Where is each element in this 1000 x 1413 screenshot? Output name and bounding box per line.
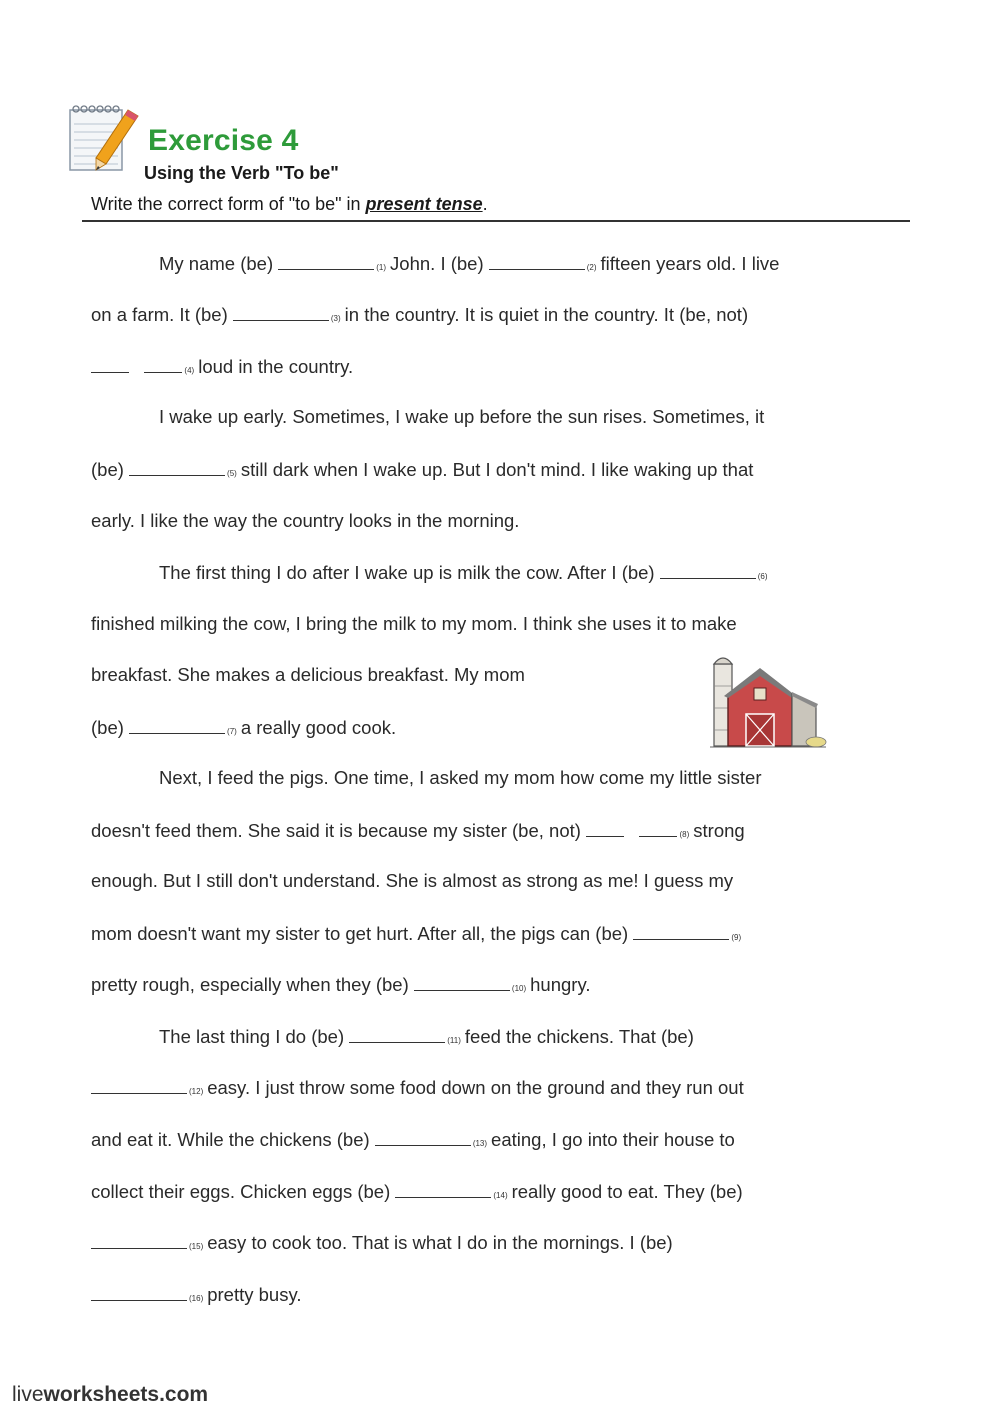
instruction-emphasis: present tense	[365, 194, 483, 214]
logo-part: worksheets	[43, 1383, 160, 1406]
text: eating, I go into their house to	[491, 1129, 735, 1150]
text-line	[159, 560, 772, 589]
answer-blank-4b[interactable]	[144, 354, 182, 373]
blank-number: (4)	[184, 366, 195, 375]
text: still dark when I wake up. But I don't mind. I like waking up that	[240, 459, 754, 480]
text-line	[91, 1127, 735, 1156]
text-line: finished milking the cow, I bring the milk to my mom. I think she uses it to make	[91, 613, 737, 634]
text-line	[91, 1230, 673, 1259]
blank-number: (12)	[189, 1087, 204, 1096]
text-line: I wake up early. Sometimes, I wake up before the sun rises. Sometimes, it	[159, 406, 765, 427]
text: My name (be)	[159, 253, 279, 274]
logo-part: .com	[159, 1383, 209, 1406]
text: loud in the country.	[198, 356, 354, 377]
answer-blank-1[interactable]	[278, 251, 374, 270]
text: hungry.	[530, 974, 591, 995]
header-divider	[82, 220, 910, 222]
text: (be)	[91, 459, 130, 480]
text-line: breakfast. She makes a delicious breakfast. My mom	[91, 664, 525, 685]
blank-number: (10)	[511, 984, 527, 993]
blank-number: (5)	[227, 469, 237, 478]
answer-blank-8a[interactable]	[586, 818, 624, 837]
text-line: early. I like the way the country looks in the morning.	[91, 510, 520, 531]
blank-number: (3)	[330, 314, 341, 323]
answer-blank-10[interactable]	[414, 972, 510, 991]
answer-blank-7[interactable]	[129, 715, 225, 734]
text: strong	[693, 820, 745, 841]
text-line	[159, 251, 779, 280]
blank-number: (15)	[189, 1242, 204, 1251]
answer-blank-3[interactable]	[233, 302, 329, 321]
answer-blank-6[interactable]	[660, 560, 756, 579]
answer-blank-14[interactable]	[395, 1179, 491, 1198]
text: and eat it. While the chickens (be)	[91, 1129, 375, 1150]
answer-blank-15[interactable]	[91, 1230, 187, 1249]
text: mom doesn't want my sister to get hurt. After all, the pigs can (be)	[91, 923, 634, 944]
blank-number: (9)	[731, 933, 742, 942]
text: pretty rough, especially when they (be)	[91, 974, 414, 995]
answer-blank-5[interactable]	[129, 457, 225, 476]
text: feed the chickens. That (be)	[464, 1026, 694, 1047]
blank-number: (1)	[376, 263, 387, 272]
barn-illustration	[708, 646, 828, 752]
instruction-post: .	[482, 194, 488, 214]
blank-number: (14)	[493, 1191, 508, 1200]
text-line	[91, 457, 753, 486]
blank-number: (13)	[472, 1139, 488, 1148]
text-line	[91, 818, 745, 847]
logo-part: live	[12, 1383, 44, 1406]
blank-number: (6)	[757, 572, 768, 581]
exercise-title: Exercise 4	[148, 124, 299, 157]
text: The last thing I do (be)	[159, 1026, 350, 1047]
text: a really good cook.	[240, 717, 397, 738]
answer-blank-8b[interactable]	[639, 818, 677, 837]
text-line	[91, 302, 748, 331]
text: easy. I just throw some food down on the ground and they run out	[207, 1077, 744, 1098]
text: in the country. It is quiet in the country. It (be, not)	[344, 304, 749, 325]
text: pretty busy.	[207, 1284, 302, 1305]
text-line	[91, 972, 590, 1001]
liveworksheets-logo[interactable]	[12, 1383, 208, 1407]
blank-number: (16)	[189, 1294, 204, 1303]
exercise-subtitle: Using the Verb "To be"	[144, 163, 339, 183]
answer-blank-11[interactable]	[349, 1024, 445, 1043]
text: really good to eat. They (be)	[511, 1181, 743, 1202]
answer-blank-13[interactable]	[375, 1127, 471, 1146]
text: fifteen years old. I live	[600, 253, 780, 274]
text: collect their eggs. Chicken eggs (be)	[91, 1181, 396, 1202]
text: The first thing I do after I wake up is milk the cow. After I (be)	[159, 562, 660, 583]
text-line	[91, 1179, 743, 1208]
blank-number: (7)	[227, 727, 237, 736]
notepad-pencil-icon	[66, 102, 142, 174]
answer-blank-16[interactable]	[91, 1282, 187, 1301]
answer-blank-12[interactable]	[91, 1075, 187, 1094]
answer-blank-9[interactable]	[633, 921, 729, 940]
text: John. I (be)	[390, 253, 489, 274]
answer-blank-2[interactable]	[489, 251, 585, 270]
text-line	[91, 921, 745, 950]
instruction-text	[91, 194, 488, 215]
answer-blank-4a[interactable]	[91, 354, 129, 373]
blank-number: (11)	[447, 1036, 461, 1045]
text-line	[91, 715, 396, 744]
text-line: enough. But I still don't understand. She is almost as strong as me! I guess my	[91, 870, 734, 891]
text: on a farm. It (be)	[91, 304, 233, 325]
text-line	[91, 1282, 302, 1311]
text-line	[91, 1075, 744, 1104]
text: doesn't feed them. She said it is because my sister (be, not)	[91, 820, 587, 841]
text: easy to cook too. That is what I do in the mornings. I (be)	[207, 1232, 673, 1253]
text: (be)	[91, 717, 130, 738]
blank-number: (8)	[679, 830, 690, 839]
blank-number: (2)	[586, 263, 597, 272]
text-line	[159, 1024, 694, 1053]
instruction-pre: Write the correct form of "to be" in	[91, 194, 366, 214]
text-line: Next, I feed the pigs. One time, I asked my mom how come my little sister	[159, 767, 762, 788]
text-line	[91, 354, 353, 383]
